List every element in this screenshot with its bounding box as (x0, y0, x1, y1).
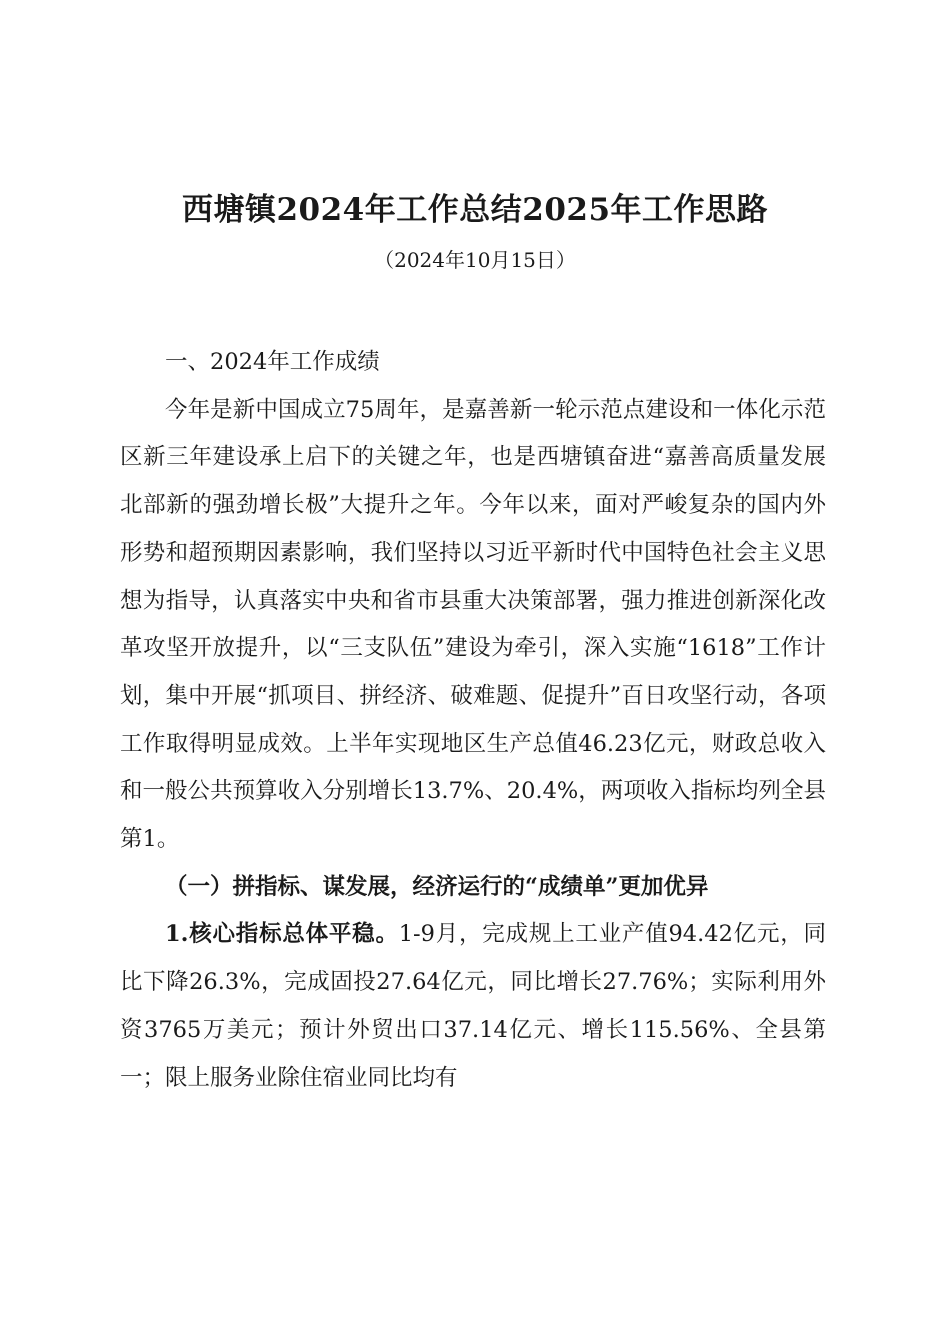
item-lead: 1.核心指标总体平稳。 (165, 921, 399, 948)
document-date: （2024年10月15日） (374, 248, 576, 272)
intro-paragraph: 今年是新中国成立75周年，是嘉善新一轮示范点建设和一体化示范区新三年建设承上启下的关键之年，也是西塘镇奋进“嘉善高质量发展北部新的强劲增长极”大提升之年。今年以来，面对严峻复杂的国内外形势和超预期因素影响，我们坚持以习近平新时代中国特色社会主义思想为指导，认真落实中央和省市县重大决策部署，强力推进创新深化改革攻坚开放提升，以“三支队伍”建设为牵引，深入实施“1618”工作计划，集中开展“抓项目、拼经济、破难题、促提升”百日攻坚行动，各项工作取得明显成效。上半年实现地区生产总值46.23亿元，财政总收入和一般公共预算收入分别增长13.7%、20.4%，两项收入指标均列全县第1。 (120, 396, 826, 853)
document-title: 西塘镇2024年工作总结2025年工作思路 (181, 192, 769, 228)
document-body (120, 339, 826, 1102)
item-paragraph (120, 911, 826, 1102)
section-heading: 一、2024年工作成绩 (165, 349, 380, 375)
subsection-heading: （一）拼指标、谋发展，经济运行的“成绩单”更加优异 (165, 873, 709, 900)
item-text: 1-9月，完成规上工业产值94.42亿元，同比下降26.3%，完成固投27.64亿元，同比增长27.76%；实际利用外资3765万美元；预计外贸出口37.14亿元、增长115.56%、全县第一；限上服务业除住宿业同比均有 (120, 921, 826, 1091)
